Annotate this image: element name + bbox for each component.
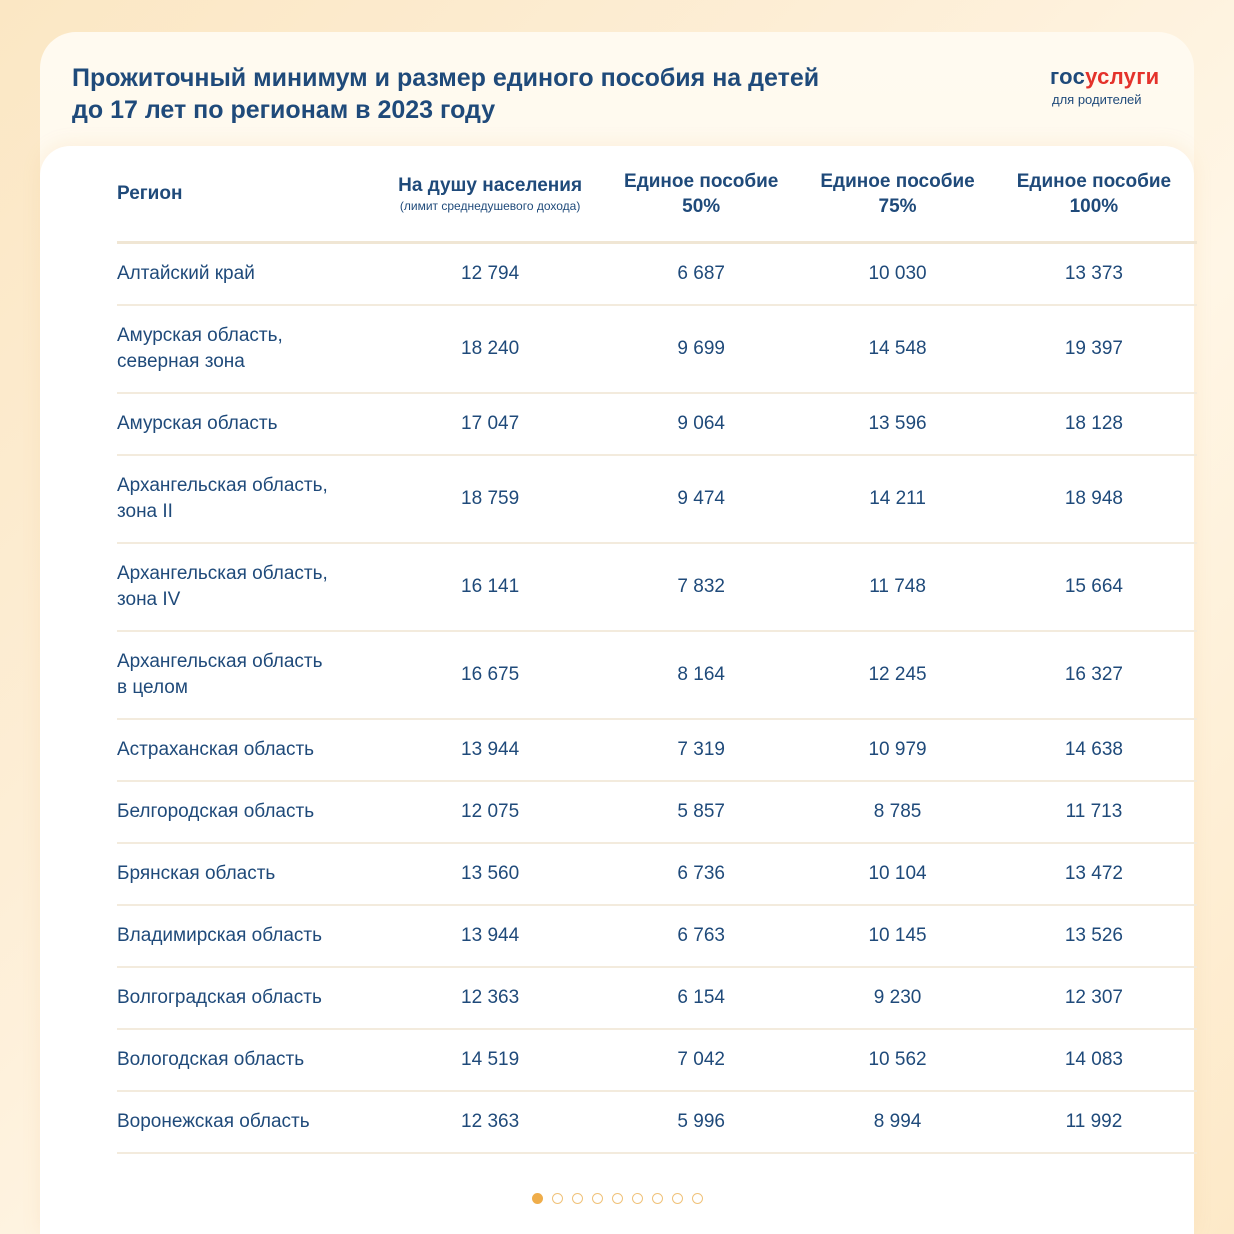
table-row (117, 544, 1197, 632)
benefit-50-value: 9 699 (677, 338, 725, 359)
benefit-100-value: 14 638 (1064, 739, 1123, 760)
benefit-100-value: 19 397 (1064, 338, 1123, 359)
region-line-1: Вологодская область (117, 1049, 305, 1070)
table-header (117, 146, 1197, 244)
pagination-dots (532, 1193, 703, 1204)
table-row (117, 456, 1197, 544)
per-capita-value: 12 363 (461, 987, 520, 1008)
benefit-100-value: 13 526 (1064, 925, 1123, 946)
region-line-2: зона IV (117, 589, 181, 610)
region-line-1: Архангельская область (117, 651, 323, 672)
benefits-table (117, 146, 1197, 1154)
per-capita-value: 14 519 (461, 1049, 520, 1070)
header-benefit-50 (598, 169, 804, 219)
benefit-75-value: 13 596 (868, 413, 927, 434)
logo-gos: гос (1050, 64, 1086, 89)
pagination-dot-5[interactable] (612, 1193, 623, 1204)
pagination-dot-6[interactable] (632, 1193, 643, 1204)
benefit-75-value: 10 562 (868, 1049, 927, 1070)
benefit-50-value: 7 042 (677, 1049, 725, 1070)
benefit-50-value: 9 474 (677, 488, 725, 509)
benefit-75-value: 11 748 (869, 576, 926, 597)
per-capita-value: 13 944 (461, 925, 520, 946)
benefit-100-value: 11 713 (1065, 801, 1123, 822)
region-name (117, 473, 382, 525)
region-name (117, 561, 382, 613)
benefit-50-value: 5 857 (677, 801, 725, 822)
table-row (117, 906, 1197, 968)
logo-wordmark (1050, 64, 1180, 90)
benefit-100-value: 18 948 (1064, 488, 1123, 509)
region-name (117, 923, 382, 949)
table-row (117, 1092, 1197, 1154)
logo-subtitle: для родителей (1052, 92, 1142, 107)
header-per-capita-label: На душу населения (398, 175, 583, 196)
benefit-50-value: 6 687 (677, 263, 725, 284)
per-capita-value: 12 075 (461, 801, 520, 822)
benefit-75-value: 10 030 (868, 263, 927, 284)
region-line-1: Архангельская область, (117, 563, 328, 584)
per-capita-value: 12 363 (461, 1111, 520, 1132)
benefit-75-value: 12 245 (868, 664, 927, 685)
region-line-1: Алтайский край (117, 263, 255, 284)
header-benefit-75-line2: 75% (878, 195, 917, 217)
header-benefit-50-line2: 50% (682, 195, 721, 217)
pagination-dot-8[interactable] (672, 1193, 683, 1204)
region-line-1: Волгоградская область (117, 987, 322, 1008)
table-row (117, 720, 1197, 782)
benefit-75-value: 10 104 (868, 863, 927, 884)
table-row (117, 632, 1197, 720)
header-per-capita (382, 173, 598, 214)
table-row (117, 1030, 1197, 1092)
title-line-2: до 17 лет по регионам в 2023 году (72, 96, 496, 124)
region-name (117, 261, 382, 287)
header-region: Регион (117, 182, 183, 204)
benefit-100-value: 14 083 (1064, 1049, 1123, 1070)
region-name (117, 649, 382, 701)
table-row (117, 844, 1197, 906)
header-benefit-100-line2: 100% (1069, 195, 1119, 217)
benefit-75-value: 14 548 (868, 338, 927, 359)
benefit-100-value: 13 472 (1064, 863, 1123, 884)
per-capita-value: 16 141 (461, 576, 520, 597)
benefit-75-value: 10 145 (868, 925, 927, 946)
benefit-100-value: 18 128 (1064, 413, 1123, 434)
region-name (117, 799, 382, 825)
benefit-100-value: 12 307 (1064, 987, 1123, 1008)
region-line-1: Брянская область (117, 863, 276, 884)
header-benefit-100-line1: Единое пособие (1016, 170, 1172, 192)
benefit-75-value: 10 979 (868, 739, 927, 760)
per-capita-value: 18 240 (461, 338, 520, 359)
region-line-2: в целом (117, 677, 188, 698)
region-line-2: зона II (117, 501, 173, 522)
region-line-1: Амурская область (117, 413, 278, 434)
title-line-1: Прожиточный минимум и размер единого пособия на детей (72, 64, 820, 92)
benefit-75-value: 8 785 (873, 801, 922, 822)
table-row (117, 968, 1197, 1030)
region-name (117, 737, 382, 763)
benefit-50-value: 7 832 (677, 576, 725, 597)
logo-uslugi: услуги (1085, 64, 1160, 89)
region-name (117, 1047, 382, 1073)
page-title (72, 62, 872, 126)
header-benefit-75 (804, 169, 991, 219)
pagination-dot-7[interactable] (652, 1193, 663, 1204)
table-row (117, 394, 1197, 456)
benefit-75-value: 9 230 (873, 987, 922, 1008)
pagination-dot-2[interactable] (552, 1193, 563, 1204)
header-benefit-100 (991, 169, 1197, 219)
region-line-1: Архангельская область, (117, 475, 328, 496)
region-line-2: северная зона (117, 351, 245, 372)
benefit-100-value: 13 373 (1064, 263, 1123, 284)
benefit-100-value: 15 664 (1064, 576, 1123, 597)
gosuslugi-logo (1050, 64, 1180, 107)
region-name (117, 323, 382, 375)
table-card (40, 146, 1194, 1234)
benefit-100-value: 11 992 (1065, 1111, 1123, 1132)
pagination-dot-9[interactable] (692, 1193, 703, 1204)
table-row (117, 306, 1197, 394)
table-row (117, 244, 1197, 306)
region-name (117, 861, 382, 887)
per-capita-value: 16 675 (461, 664, 520, 685)
region-line-1: Белгородская область (117, 801, 315, 822)
benefit-100-value: 16 327 (1064, 664, 1123, 685)
benefit-75-value: 8 994 (873, 1111, 922, 1132)
region-name (117, 985, 382, 1011)
region-line-1: Владимирская область (117, 925, 322, 946)
benefit-50-value: 5 996 (677, 1111, 725, 1132)
benefit-50-value: 6 736 (677, 863, 725, 884)
pagination-dot-3[interactable] (572, 1193, 583, 1204)
pagination-dot-1[interactable] (532, 1193, 543, 1204)
benefit-50-value: 9 064 (677, 413, 725, 434)
header-benefit-75-line1: Единое пособие (820, 170, 975, 192)
per-capita-value: 12 794 (461, 263, 520, 284)
region-line-1: Воронежская область (117, 1111, 310, 1132)
benefit-50-value: 6 763 (677, 925, 725, 946)
per-capita-value: 17 047 (461, 413, 520, 434)
benefit-50-value: 8 164 (677, 664, 725, 685)
per-capita-value: 13 944 (461, 739, 520, 760)
region-name (117, 411, 382, 437)
pagination-dot-4[interactable] (592, 1193, 603, 1204)
region-line-1: Амурская область, (117, 325, 283, 346)
table-row (117, 782, 1197, 844)
benefit-75-value: 14 211 (869, 488, 926, 509)
region-line-1: Астраханская область (117, 739, 315, 760)
region-name (117, 1109, 382, 1135)
benefit-50-value: 7 319 (677, 739, 725, 760)
per-capita-value: 13 560 (461, 863, 520, 884)
header-benefit-50-line1: Единое пособие (624, 170, 779, 192)
header-per-capita-note: (лимит среднедушевого дохода) (399, 199, 581, 213)
benefit-50-value: 6 154 (677, 987, 725, 1008)
per-capita-value: 18 759 (461, 488, 520, 509)
